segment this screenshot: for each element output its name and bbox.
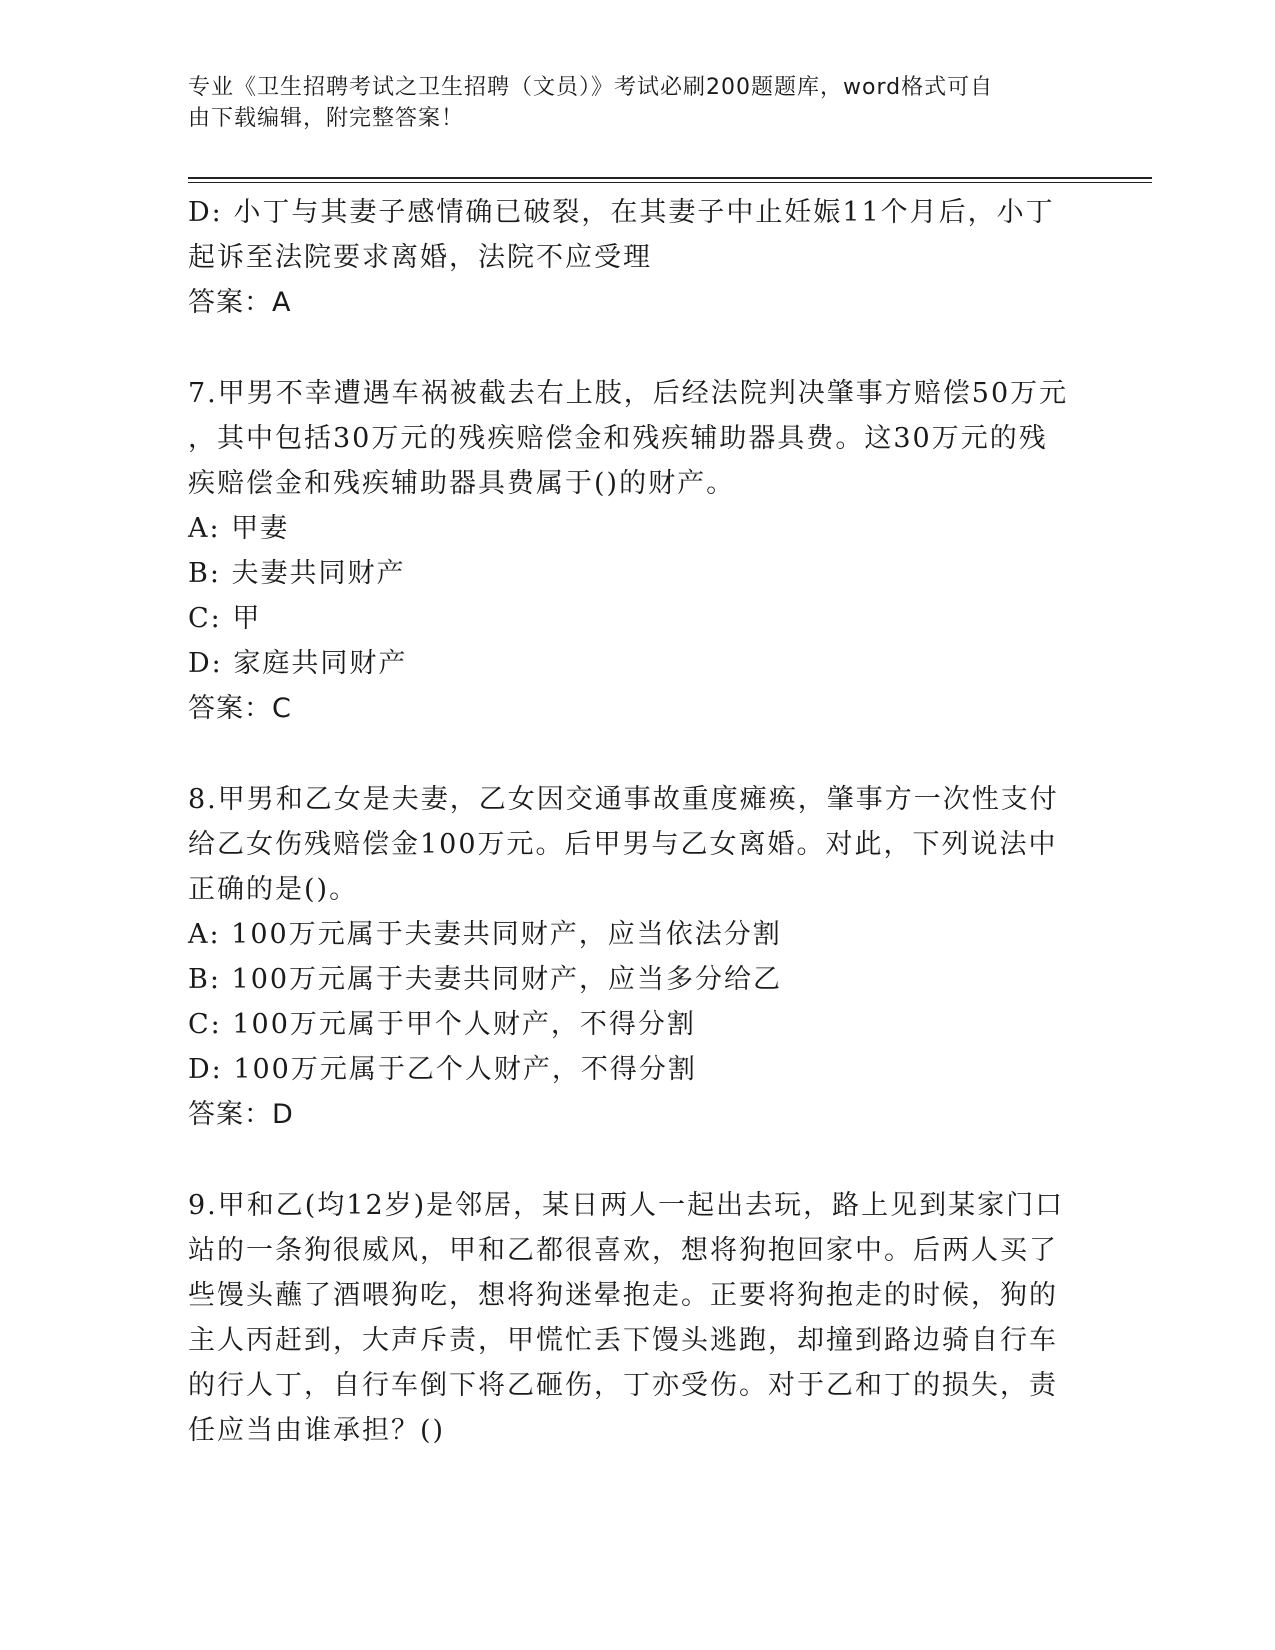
- header-divider-thin: [188, 182, 1152, 183]
- question-stem-line: 正确的是()。: [188, 874, 359, 905]
- question-7: [188, 371, 1088, 731]
- spacer: [188, 1137, 1088, 1183]
- option-d-line-1: D: 小丁与其妻子感情确已破裂，在其妻子中止妊娠11个月后，小丁: [188, 197, 1055, 228]
- answer-line: 答案：A: [188, 287, 292, 318]
- option-c: C: 甲: [188, 603, 262, 634]
- document-body: [188, 190, 1088, 1453]
- question-stem-line: 些馒头蘸了酒喂狗吃，想将狗迷晕抱走。正要将狗抱走的时候，狗的: [188, 1280, 1058, 1311]
- header-line-1: 专业《卫生招聘考试之卫生招聘（文员）》考试必刷200题题库，word格式可自: [188, 75, 994, 100]
- option-d: D: 家庭共同财产: [188, 648, 408, 679]
- option-b: B: 100万元属于夫妻共同财产，应当多分给乙: [188, 964, 783, 995]
- answer-line: 答案：D: [188, 1099, 294, 1130]
- option-a: A: 100万元属于夫妻共同财产，应当依法分割: [188, 919, 782, 950]
- question-stem-line: 主人丙赶到，大声斥责，甲慌忙丢下馒头逃跑，却撞到路边骑自行车: [188, 1325, 1058, 1356]
- spacer: [188, 325, 1088, 371]
- question-stem-line: 9.甲和乙(均12岁)是邻居，某日两人一起出去玩，路上见到某家门口: [188, 1190, 1065, 1221]
- option-c: C: 100万元属于甲个人财产，不得分割: [188, 1009, 696, 1040]
- question-9: [188, 1183, 1088, 1453]
- question-stem-line: ，其中包括30万元的残疾赔偿金和残疾辅助器具费。这30万元的残: [188, 423, 1048, 454]
- answer-line: 答案：C: [188, 693, 292, 724]
- question-stem-line: 疾赔偿金和残疾辅助器具费属于()的财产。: [188, 468, 736, 499]
- header-divider-thick: [188, 177, 1152, 179]
- option-d: D: 100万元属于乙个人财产，不得分割: [188, 1054, 697, 1085]
- question-stem-line: 的行人丁，自行车倒下将乙砸伤，丁亦受伤。对于乙和丁的损失，责: [188, 1370, 1058, 1401]
- option-d-line-2: 起诉至法院要求离婚，法院不应受理: [188, 242, 652, 273]
- spacer: [188, 731, 1088, 777]
- question-8: [188, 777, 1088, 1137]
- option-b: B: 夫妻共同财产: [188, 558, 406, 589]
- question-stem-line: 任应当由谁承担？(): [188, 1415, 446, 1446]
- header-line-2: 由下载编辑，附完整答案！: [188, 106, 465, 131]
- question-6-tail: [188, 190, 1088, 325]
- question-stem-line: 8.甲男和乙女是夫妻，乙女因交通事故重度瘫痪，肇事方一次性支付: [188, 784, 1059, 815]
- option-a: A: 甲妻: [188, 513, 290, 544]
- question-stem-line: 给乙女伤残赔偿金100万元。后甲男与乙女离婚。对此，下列说法中: [188, 829, 1058, 860]
- question-stem-line: 7.甲男不幸遭遇车祸被截去右上肢，后经法院判决肇事方赔偿50万元: [188, 378, 1069, 409]
- question-stem-line: 站的一条狗很威风，甲和乙都很喜欢，想将狗抱回家中。后两人买了: [188, 1235, 1058, 1266]
- document-header: [188, 72, 1068, 134]
